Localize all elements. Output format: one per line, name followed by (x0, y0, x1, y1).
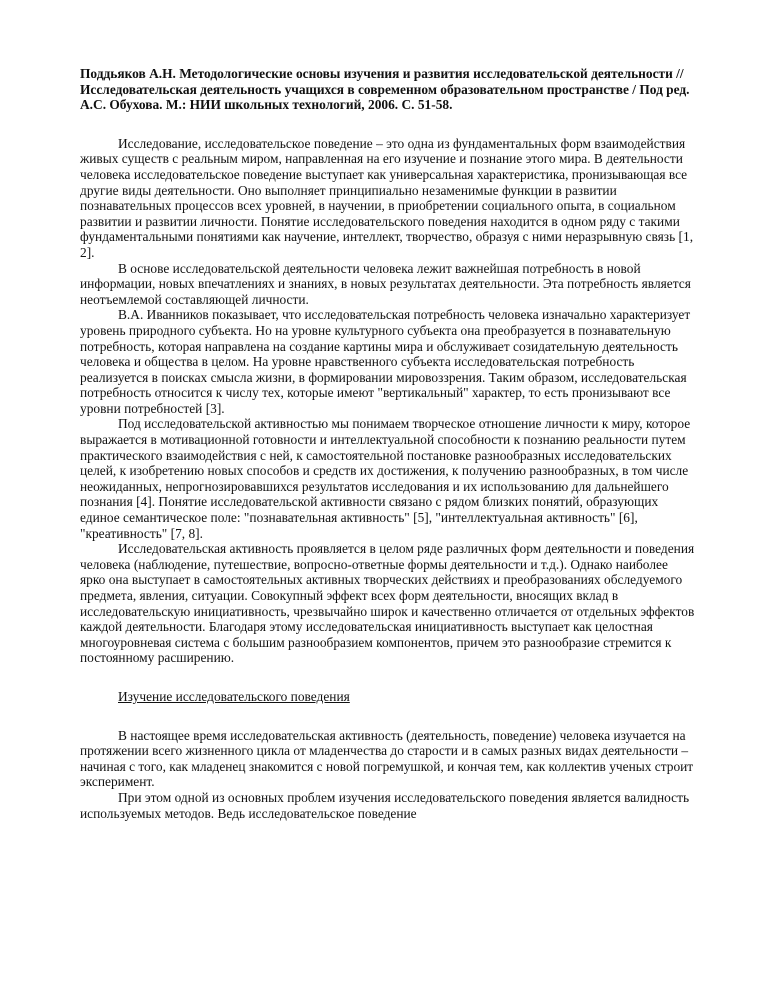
paragraph: В.А. Иванников показывает, что исследовательская потребность человека изначально характеризует уровень природного субъекта. Но на уровне культурного субъекта она преобразуется в познавательную потребность, которая направлена на создание картины мира и обслуживает созидательную деятельность человека и общества в целом. На уровне нравственного субъекта исследовательская потребность реализуется в поисках смысла жизни, в формировании мировоззрения. Таким образом, исследовательская потребность относится к числу тех, которые имеют "вертикальный" характер, то есть пронизывают все уровни потребностей [3]. (80, 307, 691, 416)
paragraph: В основе исследовательской деятельности человека лежит важнейшая потребность в новой информации, новых впечатлениях и знаниях, в новых результатах деятельности. Эта потребность является неотъемлемой составляющей личности. (80, 260, 691, 307)
paragraph: Под исследовательской активностью мы понимаем творческое отношение личности к миру, которое выражается в мотивационной готовности и интеллектуальной способности к познанию реальности путем практического взаимодействия с ней, к самостоятельной постановке разнообразных исследовательских целей, к изобретению новых способов и средств их достижения, к получению разнообразных, в том числе неожиданных, непрогнозировавшихся результатов исследования и их использованию для дальнейшего познания [4]. Понятие исследовательской активности связано с рядом близких понятий, образующих единое семантическое поле: "познавательная активность" [5], "интеллектуальная активность" [6], "креативность" [7, 8]. (80, 416, 691, 541)
document-page (80, 66, 696, 821)
paragraph: Исследовательская активность проявляется в целом ряде различных форм деятельности и поведения человека (наблюдение, путешествие, вопросно-ответные формы деятельности и т.д.). Однако наиболее ярко она выступает в самостоятельных активных творческих действиях и преобразованиях обследуемого предмета, явления, ситуации. Совокупный эффект всех форм деятельности, вносящих вклад в исследовательскую инициативность, чрезвычайно широк и качественно отличается от отдельных эффектов каждой деятельности. Благодаря этому исследовательская инициативность выступает как целостная многоуровневая система с большим разнообразием компонентов, причем это разнообразие стремится к постоянному расширению. (80, 541, 695, 666)
paragraph: В настоящее время исследовательская активность (деятельность, поведение) человека изучается на протяжении всего жизненного цикла от младенчества до старости и в самых разных видах деятельности – начиная с того, как младенец знакомится с новой погремушкой, и кончая тем, как коллектив ученых строит эксперимент. (80, 727, 694, 790)
paragraph: При этом одной из основных проблем изучения исследовательского поведения является валидность используемых методов. Ведь исследовательское поведение (80, 789, 690, 821)
paragraph: Исследование, исследовательское поведение – это одна из фундаментальных форм взаимодействия живых существ с реальным миром, направленная на его изучение и познание этого мира. В деятельности человека исследовательское поведение выступает как универсальная характеристика, пронизывающая все другие виды деятельности. Оно выполняет принципиально незаменимые функции в развитии познавательных процессов всех уровней, в научении, в приобретении социального опыта, в социальном развитии и развитии личности. Понятие исследовательского поведения находится в одном ряду с такими фундаментальными понятиями как научение, интеллект, творчество, образуя с ними неразрывную связь [1, 2]. (80, 135, 694, 260)
section-heading: Изучение исследовательского поведения (118, 688, 350, 704)
citation-heading: Поддьяков А.Н. Методологические основы изучения и развития исследовательской деятельности // Исследовательская деятельность учащихся в современном образовательном пространстве / Под ред. А.С. Обухова. М.: НИИ школьных технологий, 2006. С. 51-58. (80, 66, 690, 113)
